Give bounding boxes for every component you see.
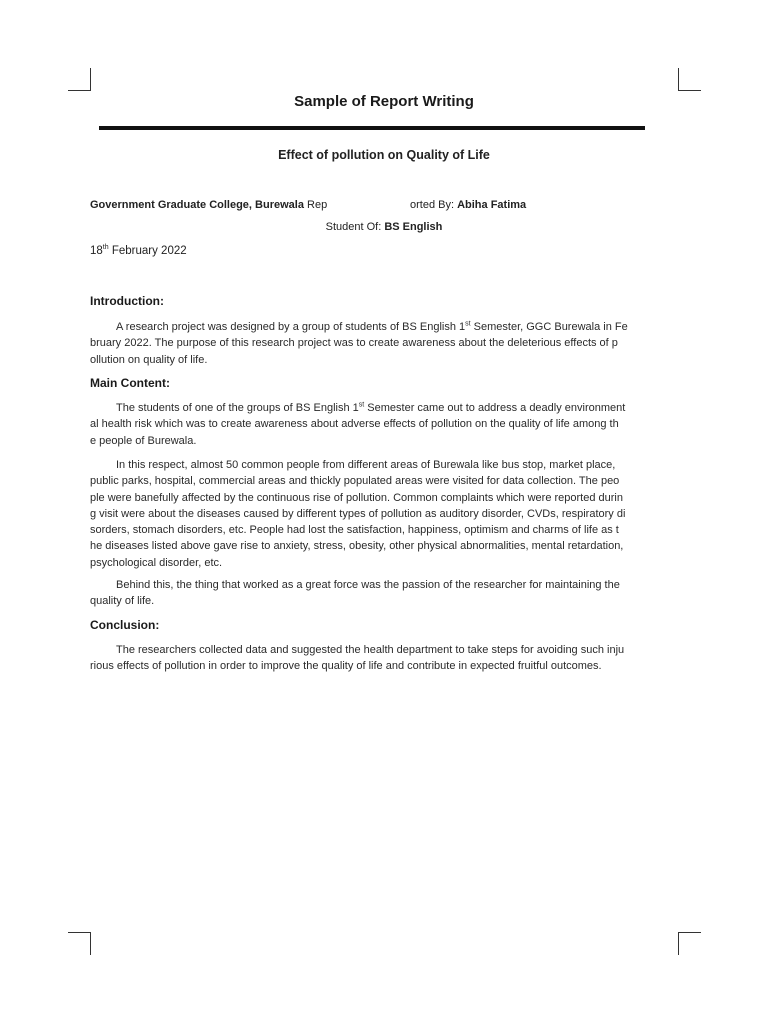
paragraph-line: Behind this, the thing that worked as a great force was the passion of the researcher for maintaining the <box>116 579 620 591</box>
student-of-value: BS English <box>384 221 443 233</box>
introduction-paragraph <box>90 319 680 368</box>
paragraph-line: g visit were about the diseases caused by different types of pollution as auditory disorder, CVDs, respiratory di <box>90 507 626 520</box>
ordinal-suffix: st <box>358 401 365 409</box>
conclusion-paragraph <box>90 642 680 675</box>
document-subtitle: Effect of pollution on Quality of Life <box>278 148 490 162</box>
paragraph-line: al health risk which was to create awareness about adverse effects of pollution on the quality of life among th <box>90 418 619 431</box>
paragraph-line: ollution on quality of life. <box>90 353 208 366</box>
crop-mark-top-right <box>678 68 701 91</box>
paragraph-line: quality of life. <box>90 595 155 608</box>
paragraph-line: e people of Burewala. <box>90 434 197 447</box>
reported-by-line <box>410 199 526 211</box>
crop-mark-bottom-right <box>678 932 701 955</box>
paragraph-line: rious effects of pollution in order to improve the quality of life and contribute in expected fruitful outcomes. <box>90 660 602 673</box>
date-day: 18 <box>90 245 103 257</box>
main-content-heading: Main Content: <box>90 376 170 390</box>
student-of-line <box>0 221 768 233</box>
paragraph-line: In this respect, almost 50 common people from different areas of Burewala like bus stop, market place, <box>116 459 616 471</box>
title-divider <box>99 126 645 130</box>
main-content-paragraph-1 <box>90 400 680 449</box>
author-name: Abiha Fatima <box>457 199 527 211</box>
paragraph-line: he diseases listed above gave rise to anxiety, stress, obesity, other physical abnormalities, mental retardation, <box>90 540 624 553</box>
student-of-label: Student Of: <box>325 221 385 233</box>
main-content-paragraph-3 <box>90 577 680 610</box>
date-suffix: th <box>102 244 109 252</box>
report-date <box>90 245 187 257</box>
paragraph-line: sorders, stomach disorders, etc. People had lost the satisfaction, happiness, optimism and charms of life as t <box>90 524 619 537</box>
college-name: Government Graduate College, Burewala <box>90 199 304 211</box>
text-fragment: Semester, GGC Burewala in Fe <box>470 321 628 333</box>
paragraph-line: bruary 2022. The purpose of this research project was to create awareness about the deleterious effects of p <box>90 337 618 350</box>
text-fragment: A research project was designed by a group of students of BS English 1 <box>116 321 466 333</box>
crop-mark-bottom-left <box>68 932 91 955</box>
college-line <box>90 199 327 211</box>
paragraph-line: psychological disorder, etc. <box>90 556 223 569</box>
conclusion-heading: Conclusion: <box>90 618 160 632</box>
text-fragment: The students of one of the groups of BS English 1 <box>116 402 359 414</box>
paragraph-line: public parks, hospital, commercial areas and thickly populated areas were visited for data collection. The peo <box>90 475 620 488</box>
text-fragment: Semester came out to address a deadly environment <box>364 402 626 414</box>
date-rest: February 2022 <box>108 245 187 257</box>
document-title: Sample of Report Writing <box>294 93 474 110</box>
paragraph-line <box>90 400 680 416</box>
paragraph-line <box>90 319 680 335</box>
introduction-heading: Introduction: <box>90 294 164 308</box>
crop-mark-top-left <box>68 68 91 91</box>
paragraph-line: The researchers collected data and suggested the health department to take steps for avoiding such inju <box>116 644 625 656</box>
reported-fragment-2: orted By: <box>410 199 458 211</box>
reported-fragment-1: Rep <box>303 199 328 211</box>
ordinal-suffix: st <box>465 320 471 328</box>
main-content-paragraph-2 <box>90 457 680 571</box>
paragraph-line: ple were banefully affected by the continuous rise of pollution. Common complaints which were reported durin <box>90 491 623 504</box>
